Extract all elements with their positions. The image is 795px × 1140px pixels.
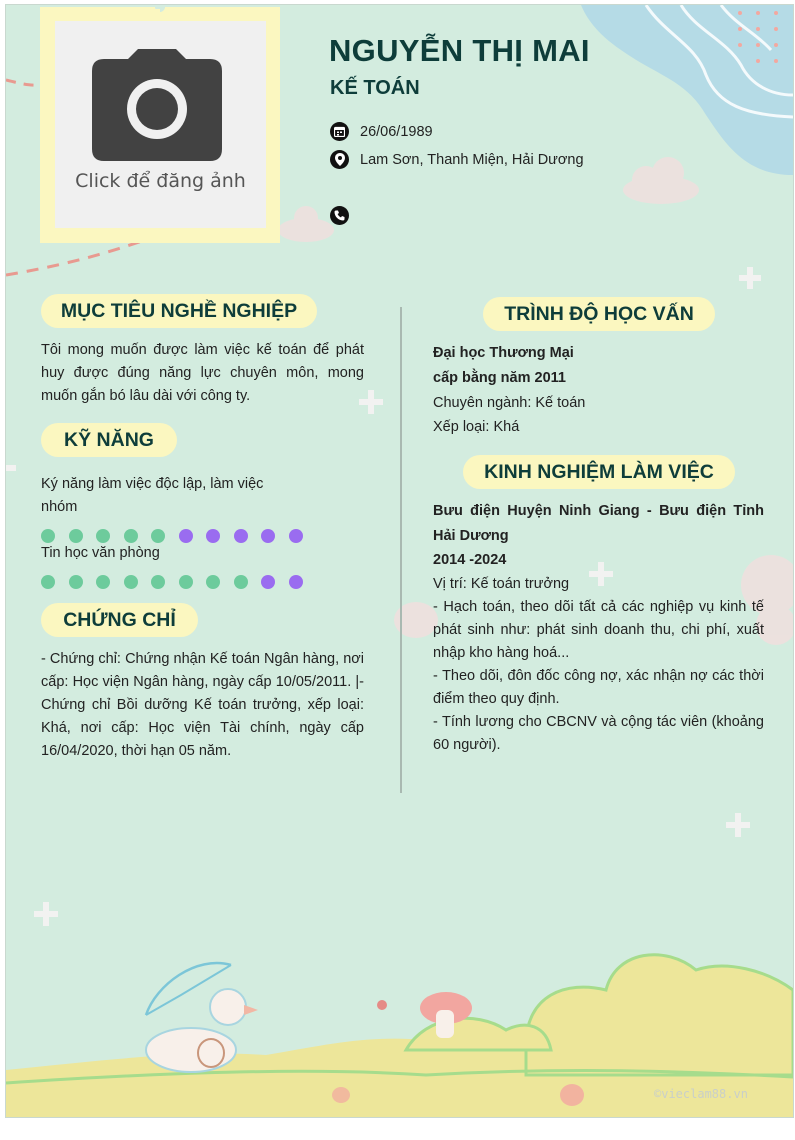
- objective-text: Tôi mong muốn được làm việc kế toán để phát huy được đúng năng lực chuyên môn, mong muốn gắn bó lâu dài với công ty.: [41, 342, 364, 404]
- skill-rating-2: [41, 575, 303, 589]
- certificates-text: - Chứng chỉ: Chứng nhận Kế toán Ngân hàng, nơi cấp: Học viện Ngân hàng, ngày cấp 10/05/2011. |- Chứng chỉ Bồi dưỡng Kế toán trưởng, xếp loại: Khá, nơi cấp: Học viện Tài chính, ngày cấp 16/04/2020, thời hạn 05 năm.: [41, 651, 364, 759]
- experience-block: [433, 499, 764, 757]
- calendar-icon: [330, 122, 349, 141]
- skill-dot-filled: [96, 529, 110, 543]
- phone-row: [330, 206, 360, 225]
- birthday-row: [330, 122, 433, 141]
- skill-dot-filled: [179, 575, 193, 589]
- skill-dot-filled: [124, 575, 138, 589]
- skill-name-1: Ký năng làm việc độc lập, làm việc nhóm: [41, 476, 264, 515]
- education-school: Đại học Thương Mại: [433, 345, 574, 361]
- skill-dot-filled: [41, 529, 55, 543]
- experience-company: Bưu điện Huyện Ninh Giang - Bưu điện Tỉnh Hải Dương: [433, 503, 764, 544]
- watermark: ©vieclam88.vn: [654, 1087, 748, 1101]
- education-major: Chuyên ngành: Kế toán: [433, 395, 586, 411]
- job-title: KẾ TOÁN: [330, 77, 420, 99]
- skill-dot-empty: [179, 529, 193, 543]
- skill-dot-filled: [234, 575, 248, 589]
- address-row: [330, 150, 584, 169]
- skill-name-2: Tin học văn phòng: [41, 545, 160, 561]
- education-grade: Xếp loại: Khá: [433, 419, 520, 435]
- skill-dot-filled: [206, 575, 220, 589]
- location-pin-icon: [330, 150, 349, 169]
- skill-dot-empty: [206, 529, 220, 543]
- skill-dot-empty: [289, 529, 303, 543]
- birthday-value: 26/06/1989: [360, 123, 433, 140]
- education-heading: TRÌNH ĐỘ HỌC VẤN: [483, 297, 715, 331]
- cv-page: [5, 4, 794, 1118]
- objective-heading: MỤC TIÊU NGHỀ NGHIỆP: [41, 294, 317, 328]
- skill-dot-filled: [96, 575, 110, 589]
- experience-position: Vị trí: Kế toán trưởng: [433, 575, 570, 592]
- address-value: Lam Sơn, Thanh Miện, Hải Dương: [360, 151, 584, 168]
- education-graduation: cấp bằng năm 2011: [433, 370, 566, 386]
- experience-duty-3: - Tính lương cho CBCNV và cộng tác viên (khoảng 60 người).: [433, 713, 764, 753]
- photo-caption[interactable]: Click để đăng ảnh: [75, 170, 246, 192]
- certificates-heading: CHỨNG CHỈ: [41, 603, 198, 637]
- experience-duty-2: - Theo dõi, đôn đốc công nợ, xác nhận nợ các thời điểm theo quy định.: [433, 667, 764, 707]
- camera-icon: [92, 49, 222, 161]
- phone-icon: [330, 206, 349, 225]
- skill-dot-filled: [151, 529, 165, 543]
- candidate-name: NGUYỄN THỊ MAI: [329, 33, 590, 68]
- skill-dot-filled: [69, 529, 83, 543]
- skill-dot-empty: [234, 529, 248, 543]
- skill-dot-empty: [261, 529, 275, 543]
- experience-heading: KINH NGHIỆM LÀM VIỆC: [463, 455, 735, 489]
- skill-dot-filled: [41, 575, 55, 589]
- photo-upload-area[interactable]: [55, 21, 266, 228]
- experience-duty-1: - Hạch toán, theo dõi tất cả các nghiệp vụ kinh tế phát sinh như: phát sinh doanh thu, chi phí, xuất nhập kho hàng hoá...: [433, 598, 764, 661]
- education-block: [433, 342, 763, 439]
- skill-rating-1: [41, 529, 303, 543]
- skill-dot-empty: [261, 575, 275, 589]
- skill-dot-filled: [124, 529, 138, 543]
- skill-dot-empty: [289, 575, 303, 589]
- column-divider: [400, 307, 402, 793]
- skill-dot-filled: [151, 575, 165, 589]
- skills-heading: KỸ NĂNG: [41, 423, 177, 457]
- experience-period: 2014 -2024: [433, 552, 507, 569]
- skill-dot-filled: [69, 575, 83, 589]
